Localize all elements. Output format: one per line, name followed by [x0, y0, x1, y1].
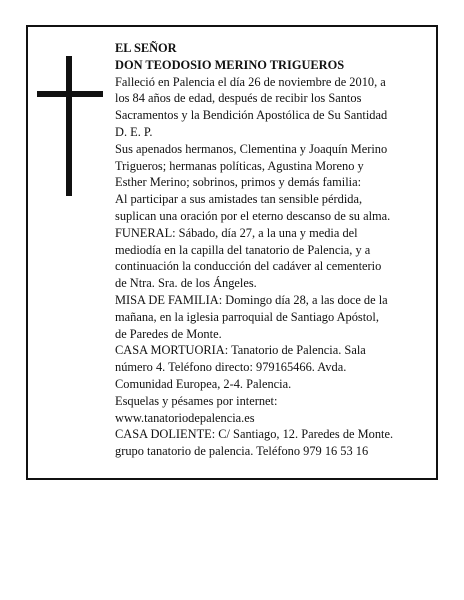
funeral-line: FUNERAL: Sábado, día 27, a la una y media del: [115, 225, 358, 240]
mass-line: MISA DE FAMILIA: Domingo día 28, a las doce de la: [115, 292, 388, 307]
body-line: Falleció en Palencia el día 26 de noviembre de 2010, a: [115, 74, 386, 89]
cross-icon: [37, 56, 103, 196]
mass-line: de Paredes de Monte.: [115, 326, 222, 341]
home-address-line: CASA DOLIENTE: C/ Santiago, 12. Paredes de Monte.: [115, 427, 394, 442]
contact-line: grupo tanatorio de palencia. Teléfono 979 16 53 16: [115, 444, 369, 459]
mortuary-line: CASA MORTUORIA: Tanatorio de Palencia. Sala: [115, 343, 366, 358]
deceased-name: DON TEODOSIO MERINO TRIGUEROS: [115, 57, 345, 72]
body-line: los 84 años de edad, después de recibir los Santos: [115, 91, 362, 106]
heading-title: EL SEÑOR: [115, 41, 177, 55]
funeral-line: mediodía en la capilla del tanatorio de Palencia, y a: [115, 242, 371, 257]
body-line: Al participar a sus amistades tan sensible pérdida,: [115, 192, 363, 207]
mortuary-line: número 4. Teléfono directo: 979165466. Avda.: [115, 360, 347, 375]
body-line: Sacramentos y la Bendición Apostólica de Su Santidad: [115, 108, 388, 123]
mass-line: mañana, en la iglesia parroquial de Santiago Apóstol,: [115, 309, 379, 324]
funeral-line: de Ntra. Sra. de los Ángeles.: [115, 276, 257, 291]
body-line: D. E. P.: [115, 124, 153, 139]
body-line: Trigueros; hermanas políticas, Agustina Moreno y: [115, 158, 364, 173]
mortuary-line: Comunidad Europea, 2-4. Palencia.: [115, 376, 292, 391]
notice-text: [115, 40, 427, 460]
cross-vertical-bar: [66, 56, 72, 196]
body-line: Sus apenados hermanos, Clementina y Joaquín Merino: [115, 141, 388, 156]
funeral-line: continuación la conducción del cadáver al cementerio: [115, 259, 382, 274]
cross-horizontal-bar: [37, 91, 103, 97]
website-link: www.tanatoriodepalencia.es: [115, 410, 255, 425]
body-line: Esther Merino; sobrinos, primos y demás familia:: [115, 175, 362, 190]
internet-line: Esquelas y pésames por internet:: [115, 393, 278, 408]
body-line: suplican una oración por el eterno descanso de su alma.: [115, 208, 391, 223]
